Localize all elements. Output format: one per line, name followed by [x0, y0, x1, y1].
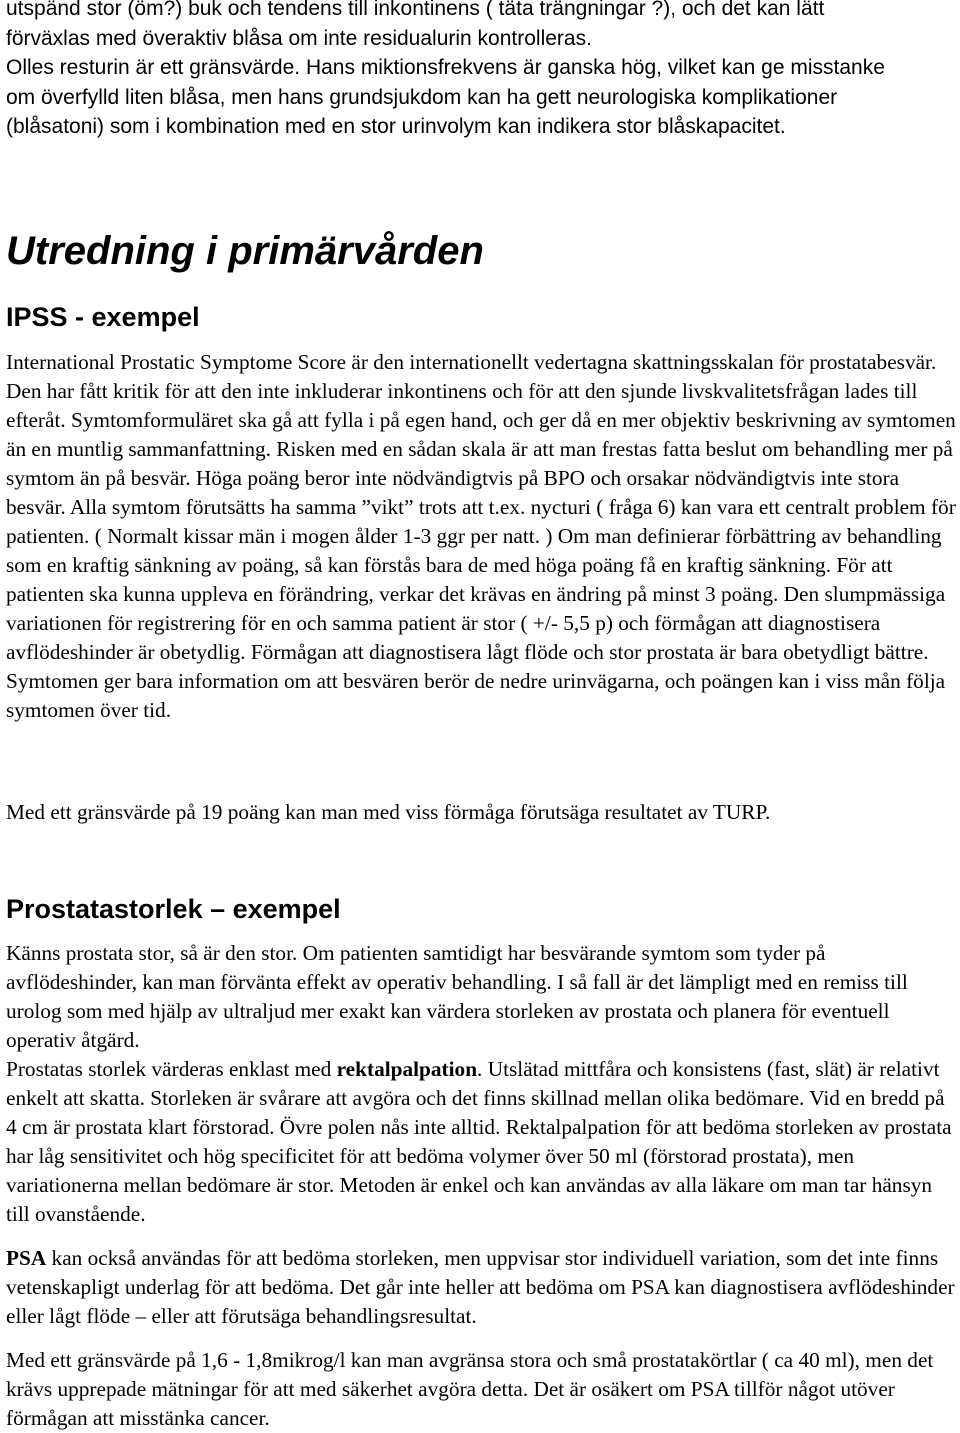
document-page [6, 0, 956, 1430]
prostatastorlek-paragraph-2 [6, 1055, 956, 1229]
ipss-paragraph: International Prostatic Symptome Score är den internationellt vedertagna skattningsskalan för prostatabesvär. Den har fått kritik för att den inte inkluderar inkontinens och för att den sjunde livskvalitetsfrågan lades till efteråt. Symtomformuläret ska gå att fylla i på egen hand, och ger då en mer objektiv beskrivning av symtomen än en muntlig sammanfattning. Risken med en sådan skala är att man frestas fatta beslut om behandling mer på symtom än på besvär. Höga poäng beror inte nödvändigtvis på BPO och orsakar nödvändigtvis inte stora besvär. Alla symtom förutsätts ha samma ”vikt” trots att t.ex. nycturi ( fråga 6) kan vara ett centralt problem för patienten. ( Normalt kissar män i mogen ålder 1-3 ggr per natt. ) Om man definierar förbättring av behandling som en kraftig sänkning av poäng, så kan förstås bara de med höga poäng få en kraftig sänkning. För att patienten ska kunna uppleva en förändring, verkar det krävas en ändring på minst 3 poäng. Den slumpmässiga variationen för registrering för en och samma patient är stor ( +/- 5,5 p) och förmågan att diagnostisera avflödeshinder är obetydlig. Förmågan att diagnostisera lågt flöde och stor prostata är bara obetydligt bättre. Symtomen ger bara information om att besvären berör de nedre urinvägarna, och poängen kan i viss mån följa symtomen över tid. [6, 350, 956, 722]
paragraph-text: Prostatas storlek värderas enklast med [6, 1057, 337, 1081]
paragraph-text: . Utslätad mittfåra och konsistens (fast, slät) är relativt enkelt att skatta. Storleken är svårare att avgöra och det finns skillnad mellan olika bedömare. Vid en bredd på 4 cm är prostata klart förstorad. Övre polen nås inte alltid. Rektalpalpation för att bedöma storleken av prostata har låg sensitivitet och hög specificitet för att bedöma volymer över 50 ml (förstorad prostata), men variationerna mellan bedömare är stor. Metoden är enkel och kan användas av alla läkare om man tar hänsyn till ovanstående. [6, 1057, 952, 1226]
subsection-title-ipss: IPSS - exempel [6, 302, 200, 332]
bold-term-rektalpalpation: rektalpalpation [336, 1057, 478, 1081]
intro-line: utspänd stor (öm?) buk och tendens till inkontinens ( täta trängningar ?), och det kan lätt [6, 0, 825, 20]
section-title-prostatastorlek: Prostatastorlek – exempel [6, 894, 341, 924]
prostatastorlek-paragraph-threshold: Med ett gränsvärde på 1,6 - 1,8mikrog/l kan man avgränsa stora och små prostatakörtlar ( ca 40 ml), men det krävs upprepade mätningar för att med säkerhet avgöra detta. Det är osäkert om PSA tillför något utöver förmågan att misstänka cancer. [6, 1348, 934, 1430]
bold-term-psa: PSA [6, 1246, 47, 1270]
intro-line: om överfylld liten blåsa, men hans grundsjukdom kan ha gett neurologiska komplikationer [6, 85, 838, 109]
ipss-threshold-paragraph: Med ett gränsvärde på 19 poäng kan man med viss förmåga förutsäga resultatet av TURP. [6, 800, 771, 824]
intro-line: Olles resturin är ett gränsvärde. Hans miktionsfrekvens är ganska hög, vilket kan ge misstanke [6, 56, 885, 79]
paragraph-text: kan också användas för att bedöma storleken, men uppvisar stor individuell variation, som det inte finns vetenskapligt underlag för att bedöma. Det går inte heller att bedöma om PSA kan diagnostisera avflödeshinder eller lågt flöde – eller att förutsäga behandlingsresultat. [6, 1246, 955, 1328]
intro-line: förväxlas med överaktiv blåsa om inte residualurin kontrolleras. [6, 26, 592, 50]
prostatastorlek-paragraph-1: Känns prostata stor, så är den stor. Om patienten samtidigt har besvärande symtom som tyder på avflödeshinder, kan man förvänta effekt av operativ behandling. I så fall är det lämpligt med en remiss till urolog som med hjälp av ultraljud mer exakt kan värdera storleken av prostata och planera för eventuell operativ åtgärd. [6, 941, 908, 1052]
prostatastorlek-paragraph-psa [6, 1244, 956, 1331]
section-title-primarvard: Utredning i primärvården [6, 229, 484, 273]
intro-paragraph [6, 0, 956, 142]
intro-line: (blåsatoni) som i kombination med en stor urinvolym kan indikera stor blåskapacitet. [6, 115, 786, 138]
